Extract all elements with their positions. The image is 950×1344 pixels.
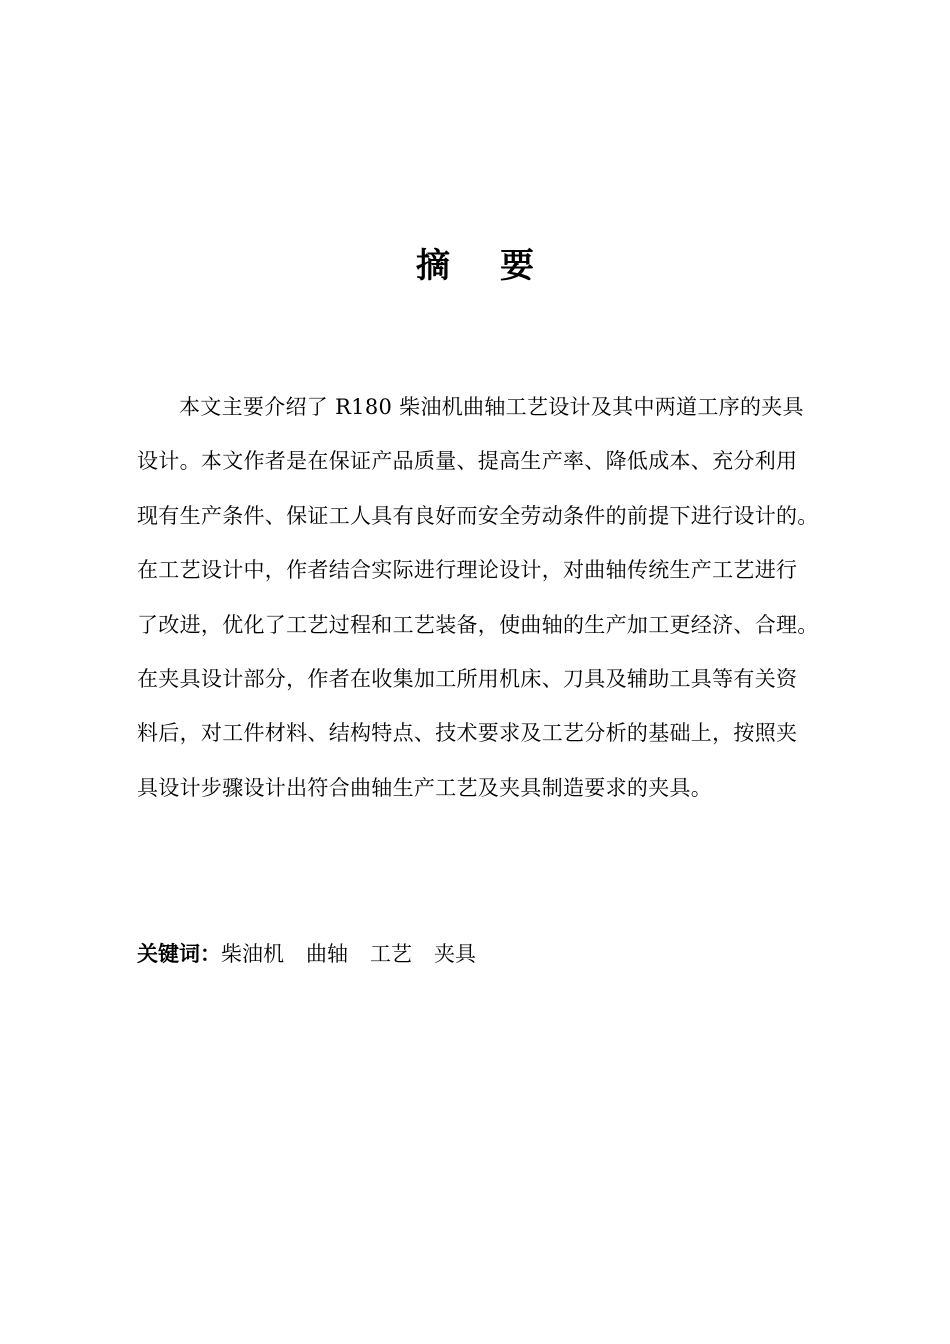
keyword-item: 柴油机 — [221, 942, 284, 966]
title-char-1: 摘 — [416, 246, 450, 286]
keywords-label: 关键词： — [137, 941, 221, 966]
page-title — [0, 244, 950, 288]
abstract-line: 了改进，优化了工艺过程和工艺装备，使曲轴的生产加工更经济、合理。 — [137, 612, 819, 637]
abstract-line: 料后，对工件材料、结构特点、技术要求及工艺分析的基础上，按照夹 — [137, 721, 798, 746]
keyword-item: 曲轴 — [306, 942, 348, 966]
abstract-line: 在夹具设计部分，作者在收集加工所用机床、刀具及辅助工具等有关资 — [137, 666, 798, 691]
abstract-line: 现有生产条件、保证工人具有良好而安全劳动条件的前提下进行设计的。 — [137, 503, 819, 528]
keywords-section — [137, 936, 498, 972]
abstract-line: 在工艺设计中，作者结合实际进行理论设计，对曲轴传统生产工艺进行 — [137, 558, 798, 583]
abstract-line: 设计。本文作者是在保证产品质量、提高生产率、降低成本、充分利用 — [137, 449, 798, 474]
keyword-item: 工艺 — [370, 942, 412, 966]
abstract-line: 本文主要介绍了 R180 柴油机曲轴工艺设计及其中两道工序的夹具 — [179, 395, 804, 419]
keyword-item: 夹具 — [434, 942, 476, 966]
abstract-body — [137, 384, 849, 819]
title-char-2: 要 — [500, 246, 534, 286]
abstract-line: 具设计步骤设计出符合曲轴生产工艺及夹具制造要求的夹具。 — [137, 775, 713, 800]
